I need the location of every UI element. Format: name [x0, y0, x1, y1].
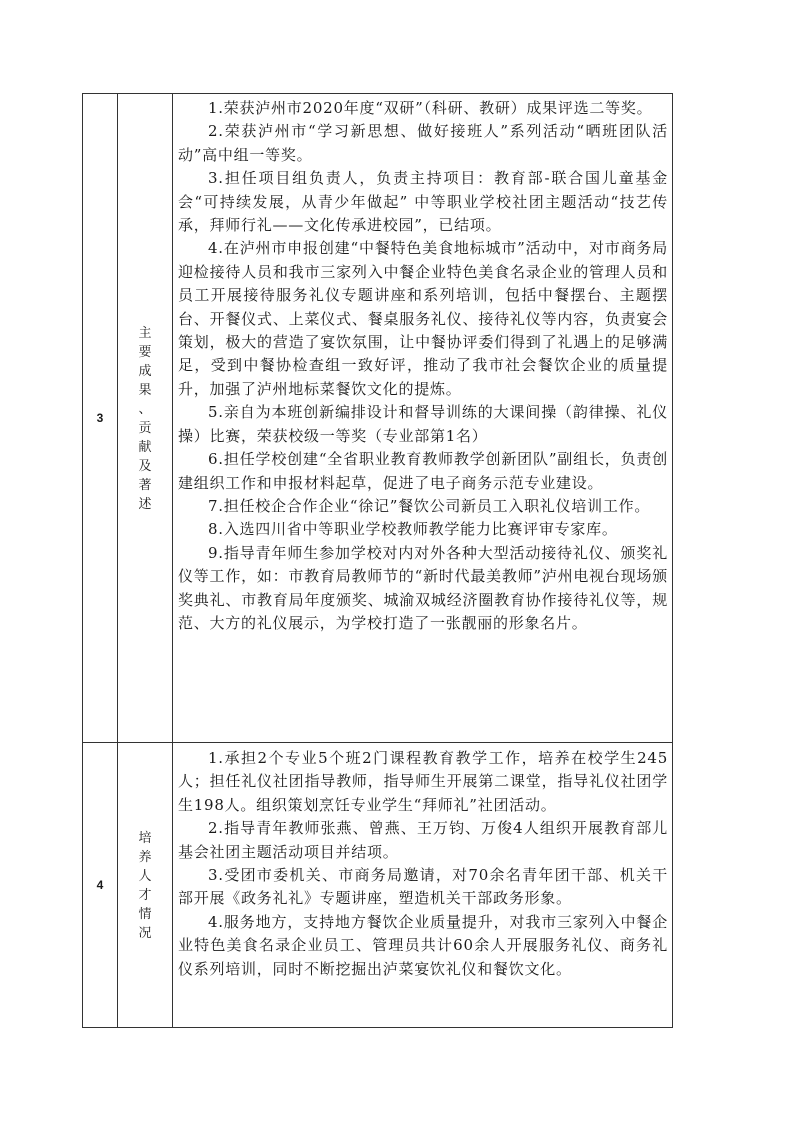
label-char: 才 [138, 888, 152, 903]
label-char: 贡 [138, 421, 152, 436]
row-number: 3 [83, 94, 118, 743]
content-paragraph: 8.入选四川省中等职业学校教师教学能力比赛评审专家库。 [208, 520, 618, 539]
label-char: 献 [138, 440, 152, 455]
achievements-table [82, 93, 673, 1028]
content-paragraph: 5.亲自为本班创新编排设计和督导训练的大课间操（韵律操、礼仪操）比赛，荣获校级一等奖（专业部第1名） [178, 403, 668, 445]
label-char: 人 [138, 869, 152, 884]
label-char: 养 [138, 850, 152, 865]
vertical-label [138, 829, 151, 943]
content-paragraph: 6.担任学校创建“全省职业教育教师教学创新团队”副组长，负责创建组织工作和申报材料起草，促进了电子商务示范专业建设。 [178, 450, 668, 492]
row-category-label [118, 743, 173, 1028]
label-char: 述 [138, 497, 152, 512]
label-char: 培 [138, 831, 152, 846]
content-paragraph: 1.承担2个专业5个班2门课程教育教学工作，培养在校学生245人；担任礼仪社团指导教师，指导师生开展第二课堂，指导礼仪社团学生198人。组织策划烹饪专业学生“拜师礼”社团活动。 [178, 749, 668, 814]
label-char: 情 [138, 907, 152, 922]
content-paragraph: 2.指导青年教师张燕、曾燕、王万钧、万俊4人组织开展教育部儿基会社团主题活动项目并结项。 [178, 819, 668, 861]
vertical-label [138, 324, 151, 514]
content-paragraph: 4.在泸州市申报创建“中餐特色美食地标城市”活动中，对市商务局迎检接待人员和我市三家列入中餐企业特色美食名录企业的管理人员和员工开展接待服务礼仪专题讲座和系列培训，包括中餐摆台、主题摆台、开餐仪式、上菜仪式、餐桌服务礼仪、接待礼仪等内容，负责宴会策划，极大的营造了宴饮氛围，让中餐协评委们得到了礼遇上的足够满足，受到中餐协检查组一致好评，推动了我市社会餐饮企业的质量提升，加强了泸州地标菜餐饮文化的提炼。 [178, 239, 668, 398]
row-category-label [118, 94, 173, 743]
table-row [83, 743, 673, 1028]
row-content [173, 743, 673, 1028]
content-paragraph: 4.服务地方，支持地方餐饮企业质量提升，对我市三家列入中餐企业特色美食名录企业员工、管理员共计60余人开展服务礼仪、商务礼仪系列培训，同时不断挖掘出泸菜宴饮礼仪和餐饮文化。 [178, 912, 668, 978]
label-char: 果 [138, 383, 152, 398]
table-row [83, 94, 673, 743]
content-paragraph: 1.荣获泸州市2020年度“双研”（科研、教研）成果评选二等奖。 [208, 99, 653, 117]
row-number: 4 [83, 743, 118, 1028]
row-content [173, 94, 673, 743]
label-char: 著 [138, 478, 152, 493]
content-paragraph: 2.荣获泸州市“学习新思想、做好接班人”系列活动“晒班团队活动”高中组一等奖。 [178, 122, 668, 164]
content-paragraph: 3.担任项目组负责人，负责主持项目：教育部-联合国儿童基金会“可持续发展，从青少年做起” 中等职业学校社团主题活动“技艺传承，拜师行礼——文化传承进校园”，已结项。 [178, 169, 668, 235]
label-char: 、 [138, 402, 152, 417]
label-char: 及 [138, 459, 152, 474]
content-paragraph: 7.担任校企合作企业“徐记”餐饮公司新员工入职礼仪培训工作。 [208, 496, 651, 515]
label-char: 成 [138, 364, 152, 379]
content-paragraph: 3.受团市委机关、市商务局邀请，对70余名青年团干部、机关干部开展《政务礼礼》专题讲座，塑造机关干部政务形象。 [178, 866, 668, 908]
label-char: 况 [138, 926, 152, 941]
label-char: 要 [138, 345, 152, 360]
content-paragraph: 9.指导青年师生参加学校对内对外各种大型活动接待礼仪、颁奖礼仪等工作，如：市教育局教师节的“新时代最美教师”泸州电视台现场颁奖典礼、市教育局年度颁奖、城渝双城经济圈教育协作接待礼仪等，规范、大方的礼仪展示，为学校打造了一张靓丽的形象名片。 [178, 543, 668, 632]
label-char: 主 [138, 326, 152, 341]
